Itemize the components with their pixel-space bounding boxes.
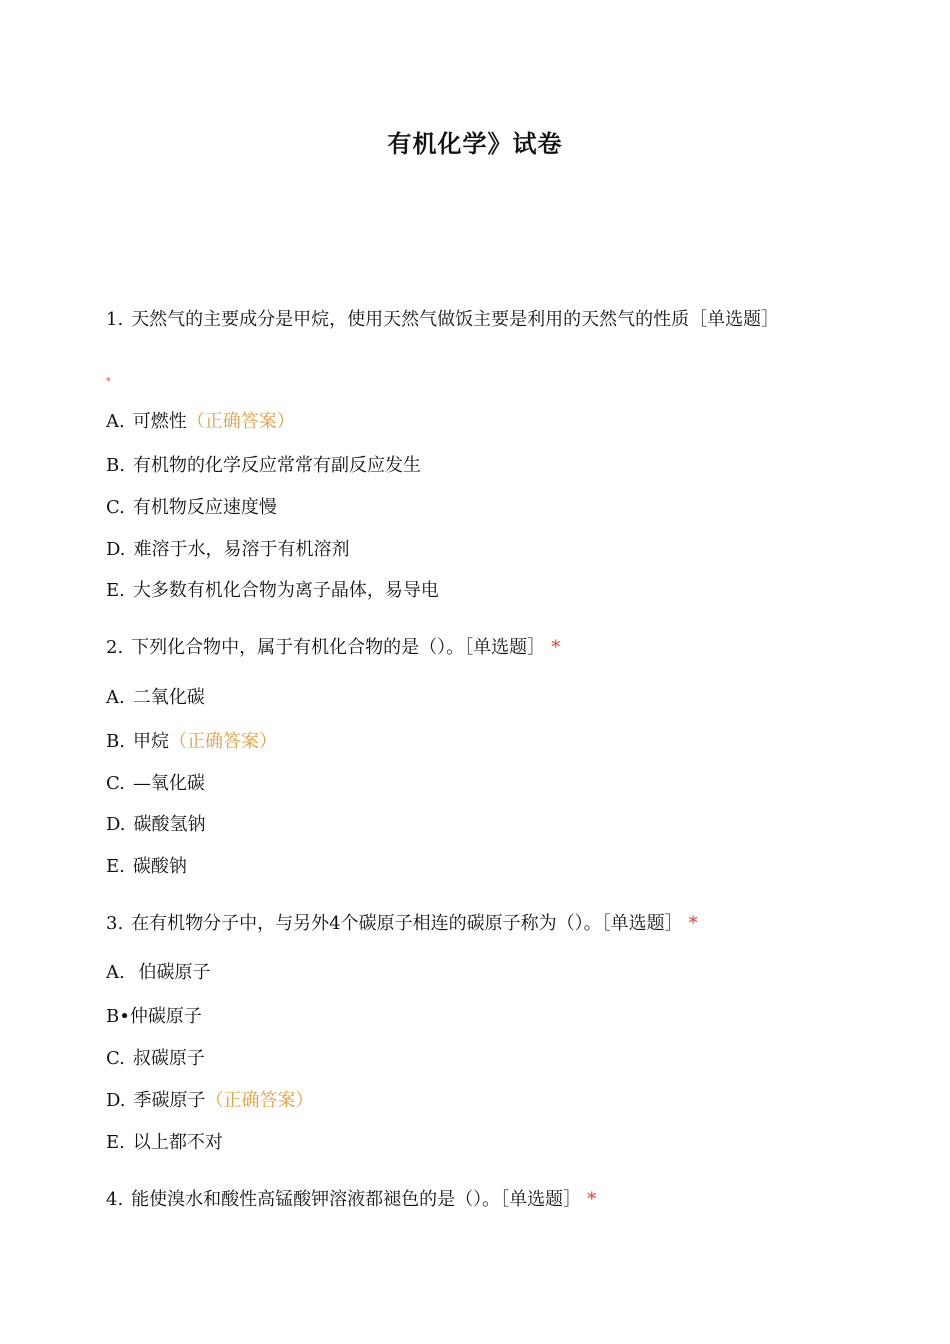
question-3-stem [106,913,698,935]
q1-option-e[interactable]: E. 大多数有机化合物为离子晶体，易导电 [106,580,439,601]
question-1-stem [106,309,851,331]
q2-option-b[interactable]: B. 甲烷（正确答案） [106,731,277,752]
q1-option-a[interactable]: A. 可燃性（正确答案） [106,411,295,432]
question-2-text: 下列化合物中，属于有机化合物的是（）。［单选题］ [131,637,546,658]
required-mark: * [551,637,561,658]
question-1-text: 天然气的主要成分是甲烷，使用天然气做饭主要是利用的天然气的性质［单选题］ [131,309,780,330]
correct-answer-mark: （正确答案） [186,411,295,432]
question-3-text: 在有机物分子中，与另外4个碳原子相连的碳原子称为（）。［单选题］ [131,913,683,934]
correct-answer-mark: （正确答案） [205,1090,314,1111]
q3-option-d[interactable]: D. 季碳原子（正确答案） [106,1090,314,1111]
q3-option-c[interactable]: C. 叔碳原子 [106,1048,205,1069]
question-1-number: 1. [106,309,124,330]
required-mark: * [587,1189,597,1210]
q1-option-c[interactable]: C. 有机物反应速度慢 [106,497,277,518]
question-3-number: 3. [106,913,124,934]
q2-option-d[interactable]: D. 碳酸氢钠 [106,814,206,835]
required-mark: * [688,913,698,934]
question-2-stem [106,637,560,659]
question-4-text: 能使溴水和酸性高锰酸钾溶液都褪色的是（）。［单选题］ [131,1189,582,1210]
question-4-number: 4. [106,1189,124,1210]
q1-option-d[interactable]: D. 难溶于水，易溶于有机溶剂 [106,539,350,560]
q1-option-b[interactable]: B. 有机物的化学反应常常有副反应发生 [106,455,421,476]
q3-option-a[interactable]: A. 伯碳原子 [106,962,211,983]
page-title: 有机化学》试卷 [387,130,563,158]
question-2-number: 2. [106,637,124,658]
q3-option-e[interactable]: E. 以上都不对 [106,1132,223,1153]
question-1-required-mark: * [106,377,111,387]
question-4-stem [106,1189,596,1211]
q3-option-b[interactable]: B•仲碳原子 [106,1006,202,1027]
q2-option-a[interactable]: A. 二氧化碳 [106,687,205,708]
q2-option-c[interactable]: C. —氧化碳 [106,773,205,794]
q2-option-e[interactable]: E. 碳酸钠 [106,856,187,877]
correct-answer-mark: （正确答案） [168,731,277,752]
